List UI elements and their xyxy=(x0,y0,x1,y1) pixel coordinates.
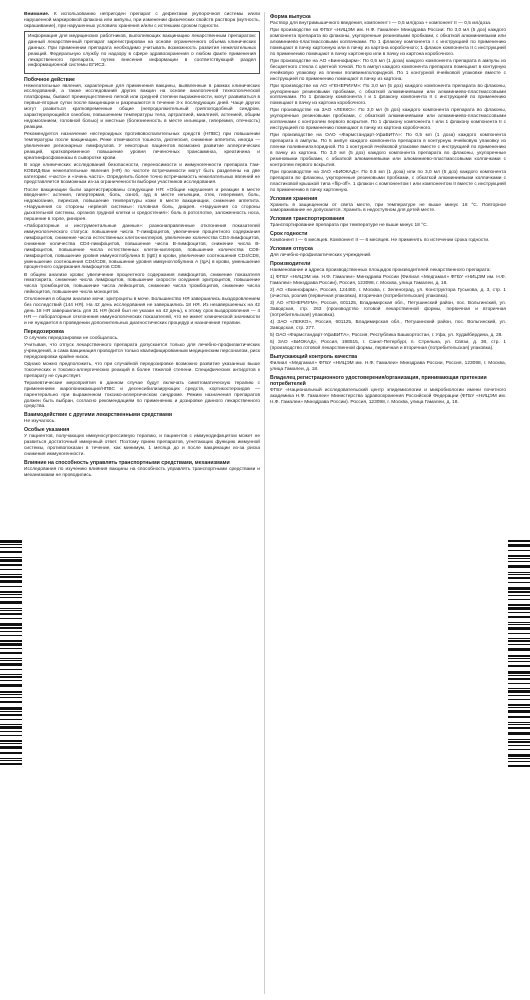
barcode-stripe xyxy=(508,722,530,723)
barcode-stripe xyxy=(0,660,22,661)
barcode-stripe xyxy=(508,716,530,718)
barcode-stripe xyxy=(508,739,530,740)
barcode-stripe xyxy=(0,711,22,712)
holder-heading: Владелец регистрационного удостоверения/организация, принимающая претензии потребителей xyxy=(270,374,487,387)
side-effects-paragraph: В ходе клинических исследований безопасности, переносимости и иммуногенности препарата Гам-КОВИД-Вак нежелательные явления (НЯ) по частоте встречаемости могут быть разделены на две категории: «часто» и «очень часто». Определить более точно встречаемость нежелательных явлений не представляется возможным из-за ограниченности выборки участников исследования. xyxy=(24,162,260,186)
barcode-stripe xyxy=(508,565,530,568)
barcode-stripe xyxy=(0,544,22,545)
barcode-stripe xyxy=(508,582,530,583)
barcode-stripe xyxy=(508,540,530,542)
barcode-stripe xyxy=(508,754,530,757)
barcode-stripe xyxy=(508,690,530,693)
interactions-paragraph: Не изучалось. xyxy=(24,419,56,425)
barcode-stripe xyxy=(508,587,530,590)
form-heading: Форма выпуска xyxy=(270,14,311,20)
barcode-stripe xyxy=(0,701,22,703)
form-paragraph: Раствор для внутримышечного введения, компонент I — 0,5 мл/доза + компонент II — 0,5 мл/доза. xyxy=(270,21,492,26)
special-heading: Особые указания xyxy=(24,427,70,434)
barcode-stripe xyxy=(0,760,22,761)
barcode-stripe xyxy=(0,743,22,744)
side-effects-paragraph: После вакцинации были зарегистрированы следующие НЯ: «Общие нарушения и реакции в месте введения»: астения, гипертермия, боль, озноб, зуд в месте инъекции, отек, гиперемия, боль, недомогание, пирексия, повышение температуры кожи в месте вакцинации, снижение аппетита. «Нарушения со стороны нервной системы»: головная боль, диарея. «Нарушения со стороны дыхательной системы, органов грудной клетки и средостения»: боль в ротоглотке, заложенность носа, першение в горле, ринорея. xyxy=(24,187,260,223)
barcode-stripe xyxy=(508,732,530,735)
side-effects-paragraph: Рекомендуется назначение нестероидных противовоспалительных средств (НПВС) при повышении температуры после вакцинации. Реже отмечаются тошнота, диспепсия, снижение аппетита, иногда — увеличение регионарных лимфоузлов. У некоторых пациентов возможно развитие аллергических реакций, кратковременное повышение уровня печеночных трансаминаз, креатинина и креатинфосфокиназы в сыворотке крови. xyxy=(24,131,260,161)
barcode-stripe xyxy=(508,671,530,674)
barcode-stripe xyxy=(0,758,22,759)
right-edge-barcode xyxy=(508,540,530,770)
barcode-stripe xyxy=(0,658,22,659)
barcode-stripe xyxy=(0,557,22,558)
barcode-stripe xyxy=(0,669,22,670)
barcode-stripe xyxy=(0,763,22,765)
barcode-stripe xyxy=(0,663,22,666)
producer-paragraph: 2) АО «Биннофарм», Россия, 124460, г. Москва, г. Зеленоград, ул. Конструктора Гуськова, д. 3, стр. 1 (очистка, розлив (первичная упаковка), вторичная (потребительская) упаковка). xyxy=(270,288,506,300)
barcode-stripe xyxy=(0,726,22,729)
interactions-heading: Взаимодействие с другими лекарственными средствами xyxy=(24,412,173,419)
barcode-stripe xyxy=(508,616,530,618)
barcode-stripe xyxy=(508,544,530,547)
barcode-stripe xyxy=(0,631,22,632)
side-effects-paragraph: Отклонения в общем анализе мочи: эритроциты в моче. Большинство НЯ завершились выздоровлением без последствий (144 НЯ). На 42 день исследования не завершились 18 НЯ. Из незавершенных на 42 день 18 НЯ завершились для 31 НЯ (всей был не указан на 42 день), к этому срок выздоровления — 4 НЯ — лабораторные отклонения иммунологических показателей, что не имеет клинической значимости и не нуждается в проведении дополнительных диагностических процедур и назначения терапии. xyxy=(24,297,260,326)
barcode-stripe xyxy=(0,674,22,675)
barcode-stripe xyxy=(0,694,22,695)
barcode-stripe xyxy=(0,594,22,595)
barcode-stripe xyxy=(0,610,22,611)
barcode-stripe xyxy=(508,695,530,696)
barcode-stripe xyxy=(0,746,22,749)
barcode-stripe xyxy=(508,761,530,762)
barcode-stripe xyxy=(508,599,530,600)
form-paragraph: При производстве на АО «ГЕНЕРИУМ»: По 3,0 мл (5 доз) каждого компонента препарата во флаконы, укупоренные резиновыми пробками, с обкаткой алюминиевыми или алюминиево-пластмассовыми колпачками. По 1 флакону компонента I и 1 флакону компонента II с инструкцией по применению помещают в пачку из картона коробочного. xyxy=(270,83,506,107)
barcode-stripe xyxy=(508,644,530,645)
transport-heading: Условия транспортирования xyxy=(270,216,345,223)
barcode-stripe xyxy=(0,608,22,609)
barcode-stripe xyxy=(508,655,530,657)
barcode-stripe xyxy=(508,612,530,613)
transport-paragraph: Транспортирование препарата при температуре не выше минус 18 °С. xyxy=(270,223,428,229)
barcode-stripe xyxy=(0,643,22,646)
barcode-stripe xyxy=(0,740,22,742)
barcode-stripe xyxy=(0,618,22,619)
producer-paragraph: 4) ЗАО «ЛЕККО», Россия, 601125, Владимирская обл., Петушинский район, пос. Вольгинский, ул. Заводская, стр. 277. xyxy=(270,320,506,331)
barcode-stripe xyxy=(0,580,22,583)
column-divider xyxy=(264,12,265,994)
barcode-stripe xyxy=(508,558,530,559)
attention-label: Внимание. xyxy=(24,12,50,17)
barcode-stripe xyxy=(0,547,22,548)
form-paragraph: При производстве на ОАО «Фармстандарт-УфаВИТА»: По 0,5 мл (1 доза) каждого компонента препарата в ампулы. По 5 ампул каждого компонента препарата в контурную ячейковую упаковку из пленки поливинилхлоридной. По 1 контурной ячейковой упаковке вместе с инструкцией по применению в пачку из картона. По 3,0 мл (5 доз) каждого компонента препарата во флаконы, укупоренные резиновыми пробками, с обкаткой алюминиевыми или алюминиево-пластмассовыми колпачками с контролем первого вскрытия. xyxy=(270,133,506,168)
barcode-stripe xyxy=(508,661,530,662)
storage-heading: Условия хранения xyxy=(270,195,318,202)
overdose-paragraph: О случаях передозировки не сообщалось. xyxy=(24,335,119,341)
barcode-stripe xyxy=(508,550,530,551)
barcode-stripe xyxy=(0,627,22,629)
side-effects-paragraph: «Лабораторные и инструментальные данные»: разнонаправленные отклонения показателей иммунологического статуса: повышение числа Т-лимфоцитов, увеличение процентного содержания лимфоцитов, снижение числа естественных клеток-киллеров, увеличение количества CD4-лимфоцитов, снижение количества CD4-лимфоцитов, повышение числа В-лимфоцитов, снижение числа В-лимфоцитов, повышение числа естественных клеток-киллеров, повышение количества CD8-лимфоцитов, повышение уровня иммуноглобулина Е (IgE) в крови, увеличение соотношения CD4/CD8, уменьшение соотношения CD4/CD8, повышение уровня иммуноглобулина А (IgA) в крови, уменьшение процентного содержания лимфоцитов CD8. xyxy=(24,224,260,271)
barcode-stripe xyxy=(0,591,22,593)
form-paragraph: При производстве на ЗАО «БИОКАД»: По 0,5 мл (1 доза) или по 3,0 мл (5 доз) каждого компонента препарата во флаконы, укупоренные резиновыми пробками, с обкаткой алюминиевыми колпачками с пластиковой крышкой типа «flip-off». 1 флакон с компонентом I или компонентом II вместе с инструкцией по применению в пачку картонную. xyxy=(270,169,506,193)
storage-paragraph: Хранить в защищенном от света месте, при температуре не выше минус 18 °С. Повторное замораживание не допускается. Хранить в недоступном для детей месте. xyxy=(270,202,506,214)
barcode-stripe xyxy=(0,574,22,575)
barcode-stripe xyxy=(508,665,530,667)
barcode-stripe xyxy=(508,658,530,659)
barcode-stripe xyxy=(0,707,22,710)
dispense-paragraph: Для лечебно-профилактических учреждений. xyxy=(270,253,372,259)
barcode-stripe xyxy=(0,564,22,566)
barcode-stripe xyxy=(0,691,22,693)
barcode-stripe xyxy=(508,683,530,684)
barcode-stripe xyxy=(508,627,530,630)
driving-subheading: Влияние на способность управлять транспортными средствами, механизмами xyxy=(24,459,230,466)
barcode-stripe xyxy=(508,688,530,689)
barcode-stripe xyxy=(0,586,22,587)
barcode-stripe xyxy=(508,758,530,759)
barcode-stripe xyxy=(0,714,22,716)
barcode-stripe xyxy=(0,724,22,725)
barcode-stripe xyxy=(0,569,22,570)
barcode-stripe xyxy=(508,699,530,700)
barcode-stripe xyxy=(508,724,530,725)
shelf-life-heading: Срок годности xyxy=(270,231,308,238)
barcode-stripe xyxy=(0,752,22,754)
barcode-stripe xyxy=(508,561,530,562)
producer-paragraph: 1) ФГБУ «НИЦЭМ им. Н.Ф. Гамалеи» Минздрава России (Филиал «Медгамал» ФГБУ «НИЦЭМ им. Н.Ф. Гамалеи» Минздрава России), Россия, 123098, г. Москва, улица Гамалеи, д. 18. xyxy=(270,275,506,287)
barcode-stripe xyxy=(508,607,530,610)
side-effects-paragraph: В общем анализе крови: увеличение процентного содержания лимфоцитов, снижение показателя гематокрита, снижение числа лимфоцитов, повышение скорости оседания эритроцитов, повышение числа тромбоцитов, повышение числа лейкоцитов, снижение числа тромбоцитов, снижение числа лейкоцитов, повышение числа моноцитов. xyxy=(24,272,260,296)
producer-paragraph: 3) АО «ГЕНЕРИУМ», Россия, 601125, Владимирская обл., Петушинский район, пос. Вольгинский, ул. Заводская, стр. 263 (производство готовой лекарственной формы, первичная и вторичная (потребительская) упаковка). xyxy=(270,301,506,318)
barcode-stripe xyxy=(508,622,530,623)
info-box-text: Информация для медицинских работников, выполняющих вакцинацию лекарственным препаратом: данный лекарственный препарат зарегистрирован на основе ограниченного объема клинических данных. При применении препарата необходимо учитывать возможность развития нежелательных реакций. Федеральную службу по надзору в сфере здравоохранения о любом факте применения лекарственного препарата, путем внесения информации в соответствующий раздел информационной системы ЕГИСЗ. xyxy=(28,33,256,69)
barcode-stripe xyxy=(508,749,530,750)
left-column xyxy=(24,12,260,994)
barcode-stripe xyxy=(508,638,530,639)
barcode-stripe xyxy=(508,595,530,596)
overdose-heading: Передозировка xyxy=(24,328,64,335)
barcode-stripe xyxy=(508,675,530,676)
form-paragraph: При производстве на ЗАО «ЛЕККО»: По 3,0 мл (5 доз) каждого компонента препарата во флаконы, укупоренные резиновыми пробками, с обкаткой алюминиевыми или алюминиево-пластмассовыми колпачками с контролем первого вскрытия. По 1 флакону компонента I или 1 флакону компонента II с инструкцией по применению помещают в пачку из картона коробочного. xyxy=(270,108,506,132)
barcode-stripe xyxy=(508,648,530,651)
barcode-stripe xyxy=(508,555,530,557)
barcode-stripe xyxy=(508,727,530,729)
special-paragraph: Исследования по изучению влияния вакцины на способность управлять транспортными средствами и механизмами не проводились. xyxy=(24,466,260,478)
barcode-stripe xyxy=(508,678,530,680)
overdose-paragraph: Учитывая, что отпуск лекарственного препарата допускается только для лечебно-профилактических учреждений, а сама вакцинация проводится только квалифицированным медицинским персоналом, риск передозировки крайне низок. xyxy=(24,343,260,360)
quality-control-paragraph: Филиал «Медгамал» ФГБУ «НИЦЭМ им. Н.Ф. Гамалеи» Минздрава России, Россия, 123098, г. Москва, улица Гамалеи, д. 18. xyxy=(270,360,506,372)
barcode-stripe xyxy=(508,591,530,593)
barcode-stripe xyxy=(0,613,22,615)
overdose-paragraph: Однако можно предположить, что при случайной передозировке возможно развитие указанных выше токсических и токсико-аллергических реакций в более тяжелой степени. Специфических антидотов к препарату не существует. xyxy=(24,361,260,379)
barcode-stripe xyxy=(0,697,22,698)
barcode-stripe xyxy=(0,648,22,649)
barcode-stripe xyxy=(0,735,22,736)
barcode-stripe xyxy=(0,559,22,562)
form-paragraph: При производстве на ФГБУ «НИЦЭМ им. Н.Ф. Гамалеи» Минздрава России: По 3,0 мл (5 доз) каждого компонента препарата во флаконы, укупоренные резиновыми пробками, с обкаткой алюминиевыми или алюминиево-пластмассовыми колпачками. По 1 флакону компонента I с инструкцией по применению помещают в пачку картонную или в пачку из картона коробочного; 1 флакон компонента II с инструкцией по применению помещают в пачку картонную или в пачку из картона коробочного. xyxy=(270,28,506,57)
barcode-stripe xyxy=(0,623,22,626)
barcode-stripe xyxy=(508,604,530,606)
side-effects-heading: Побочное действие xyxy=(24,76,75,83)
dispense-heading: Условия отпуска xyxy=(270,246,313,253)
barcode-stripe xyxy=(0,601,22,604)
barcode-stripe xyxy=(508,633,530,634)
barcode-stripe xyxy=(0,652,22,654)
info-box xyxy=(24,31,260,74)
producer-paragraph: Наименование и адреса производственных площадок производителей лекарственного препарата: xyxy=(270,268,491,274)
barcode-stripe xyxy=(0,731,22,732)
producer-paragraph: 5) ОАО «Фармстандарт-УфаВИТА», Россия, Республика Башкортостан, г. Уфа, ул. Худайбердина, д. 28. xyxy=(270,333,503,339)
producer-paragraph: 6) ЗАО «БИОКАД», Россия, 198515, г. Санкт-Петербург, п. Стрельна, ул. Связи, д. 38, стр. 1 (производство готовой лекарственной формы, первичная и вторичная (потребительская) упаковка). xyxy=(270,340,506,352)
form-paragraph: При производстве на АО «Биннофарм»: По 0,5 мл (1 доза) каждого компонента препарата в ампулы из бесцветного стекла с цветной точкой. По 5 ампул каждого компонента препарата помещают в контурную ячейковую упаковку из пленки поливинилхлоридной. По 1 контурной ячейковой упаковке вместе с инструкцией по применению помещают в пачку из картона. xyxy=(270,58,506,82)
barcode-stripe xyxy=(508,577,530,579)
barcode-stripe xyxy=(0,640,22,642)
barcode-stripe xyxy=(0,719,22,720)
barcode-stripe xyxy=(508,765,530,767)
barcode-stripe xyxy=(0,576,22,578)
barcode-stripe xyxy=(0,551,22,553)
barcode-stripe xyxy=(0,680,22,681)
barcode-stripe xyxy=(0,635,22,636)
barcode-stripe xyxy=(0,684,22,687)
holder-paragraph: ФГБУ «Национальный исследовательский центр эпидемиологии и микробиологии имени почетного академика Н.Ф. Гамалеи» Министерства здравоохранения Российской Федерации (ФГБУ «НИЦЭМ им. Н.Ф. Гамалеи» Минздрава России). Россия, 123098, г. Москва, улица Гамалеи, д. 18. xyxy=(270,387,506,405)
barcode-stripe xyxy=(508,704,530,706)
barcode-stripe xyxy=(508,640,530,642)
barcode-stripe xyxy=(0,540,22,543)
left-edge-barcode xyxy=(0,540,22,770)
right-column xyxy=(270,12,506,994)
special-paragraph: У пациентов, получающих иммуносупрессивную терапию, и пациентов с иммунодефицитом может не развиться достаточный иммунный ответ. Поэтому прием препаратов, угнетающих функцию иммунной системы, противопоказан в течение, как минимум, 1 месяца до и после вакцинации из-за риска снижения иммуногенности. xyxy=(24,434,260,457)
producers-heading: Производители xyxy=(270,261,311,268)
barcode-stripe xyxy=(508,574,530,575)
barcode-stripe xyxy=(508,624,530,625)
barcode-stripe xyxy=(508,572,530,573)
attention-paragraph xyxy=(24,12,260,30)
overdose-paragraph: Терапевтические мероприятия в данном случае будут включать симптоматическую терапию с применением жаропонижающих/НПВС и десенсибилизирующих средств, кортикостероидов — парентерально при выраженном токсико-аллергическом синдроме. Режим назначения препаратов должен быть выбран, согласно рекомендациям по применению и дозировке данного лекарственного средства. xyxy=(24,380,260,410)
barcode-stripe xyxy=(508,741,530,743)
attention-text: К использованию непригоден препарат с дефектами укупорочной системы и/или нарушенной маркировкой флакона или ампулы, при изменении физических свойств раствора (мутность, окрашивание), при нарушенных условиях хранения и/или с истекшим сроком годности. xyxy=(24,12,260,29)
quality-control-heading: Выпускающий контроль качества xyxy=(270,353,358,360)
barcode-stripe xyxy=(508,707,530,708)
barcode-stripe xyxy=(508,745,530,746)
shelf-life-paragraph: Компонент I — 6 месяцев. Компонент II — 6 месяцев. Не применять по истечении срока годности. xyxy=(270,238,490,244)
barcode-stripe xyxy=(0,676,22,678)
barcode-stripe xyxy=(0,597,22,598)
leaflet-page xyxy=(24,12,506,994)
barcode-stripe xyxy=(508,710,530,713)
side-effects-paragraph: Нежелательные явления, характерные для применения вакцины, выявленные в рамках клинических исследований, а также исследований других вакцин на основе аналогичной технологической платформы, бывают преимущественно легкой или средней степени выраженности, могут развиваться в первые-вторые сутки после вакцинации и разрешаются в течение 3-х последующих дней. Чаще других могут развиться кратковременные общие (непродолжительный гриппоподобный синдром, характеризующийся ознобом, повышением температуры тела, артралгией, миалгией, астенией, общим недомоганием, головной болью) и местные (болезненность в месте инъекции, гиперемия, отечность) реакции. xyxy=(24,83,260,130)
